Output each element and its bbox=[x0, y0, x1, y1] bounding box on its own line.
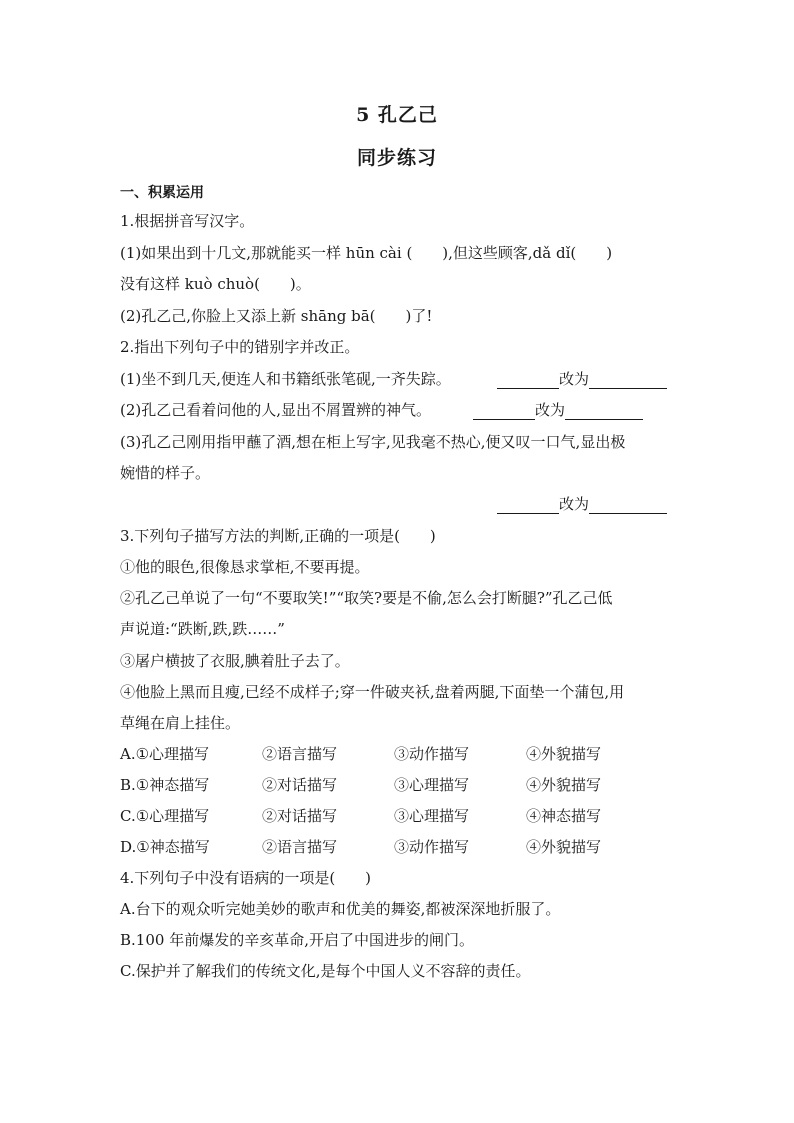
question-2-line-2: (2)孔乙己看着问他的人,显出不屑置辨的神气。 bbox=[120, 401, 432, 419]
change-label: 改为 bbox=[559, 370, 590, 388]
question-3-line-6: 草绳在肩上挂住。 bbox=[120, 714, 241, 732]
question-1-line-1: (1)如果出到十几文,那就能买一样 hūn cài ( ),但这些顾客,dǎ dǐ( ) bbox=[120, 244, 613, 262]
question-3-line-4: ③屠户横披了衣服,腆着肚子去了。 bbox=[120, 652, 350, 670]
option-d-2: ②语言描写 bbox=[262, 838, 338, 856]
correct-char-blank[interactable] bbox=[565, 404, 643, 420]
change-label: 改为 bbox=[535, 401, 566, 419]
question-3-line-2: ②孔乙己单说了一句“不要取笑!”“取笑?要是不偷,怎么会打断腿?”孔乙己低 bbox=[120, 589, 613, 607]
question-2-stem: 2.指出下列句子中的错别字并改正。 bbox=[120, 338, 360, 356]
option-c-4: ④神态描写 bbox=[526, 807, 602, 825]
correct-char-blank[interactable] bbox=[589, 498, 667, 514]
option-b-3: ③心理描写 bbox=[394, 776, 470, 794]
option-c-3: ③心理描写 bbox=[394, 807, 470, 825]
option-c-2: ②对话描写 bbox=[262, 807, 338, 825]
question-3-line-3: 声说道:“跌断,跌,跌……” bbox=[120, 620, 285, 638]
wrong-char-blank[interactable] bbox=[497, 498, 559, 514]
question-4-option-a: A.台下的观众听完她美妙的歌声和优美的舞姿,都被深深地折服了。 bbox=[120, 900, 561, 918]
page-subtitle: 同步练习 bbox=[356, 147, 437, 169]
question-2-line-3: (3)孔乙己刚用指甲蘸了酒,想在柜上写字,见我毫不热心,便又叹一口气,显出极 bbox=[120, 433, 626, 451]
option-a-4: ④外貌描写 bbox=[526, 745, 602, 763]
option-d-3: ③动作描写 bbox=[394, 838, 470, 856]
answer-blank-2[interactable] bbox=[473, 399, 643, 420]
question-3-line-5: ④他脸上黑而且瘦,已经不成样子;穿一件破夹袄,盘着两腿,下面垫一个蒲包,用 bbox=[120, 683, 625, 701]
question-3-line-1: ①他的眼色,很像恳求掌柜,不要再提。 bbox=[120, 558, 370, 576]
page-title: 5 孔乙己 bbox=[356, 104, 438, 126]
option-a-3: ③动作描写 bbox=[394, 745, 470, 763]
wrong-char-blank[interactable] bbox=[497, 373, 559, 389]
question-3-stem: 3.下列句子描写方法的判断,正确的一项是( ) bbox=[120, 527, 436, 545]
answer-blank-1[interactable] bbox=[497, 368, 667, 389]
wrong-char-blank[interactable] bbox=[473, 404, 535, 420]
option-b-2: ②对话描写 bbox=[262, 776, 338, 794]
option-d-4: ④外貌描写 bbox=[526, 838, 602, 856]
option-a-2: ②语言描写 bbox=[262, 745, 338, 763]
question-4-option-c: C.保护并了解我们的传统文化,是每个中国人义不容辞的责任。 bbox=[120, 962, 531, 980]
option-d-1: D.①神态描写 bbox=[120, 838, 210, 856]
option-c-1: C.①心理描写 bbox=[120, 807, 210, 825]
question-4-stem: 4.下列句子中没有语病的一项是( ) bbox=[120, 869, 372, 887]
question-2-line-1: (1)坐不到几天,便连人和书籍纸张笔砚,一齐失踪。 bbox=[120, 370, 451, 388]
section-heading: 一、积累运用 bbox=[120, 185, 204, 201]
option-a-1: A.①心理描写 bbox=[120, 745, 210, 763]
question-2-line-4: 婉惜的样子。 bbox=[120, 464, 211, 482]
change-label: 改为 bbox=[559, 495, 590, 513]
question-1-stem: 1.根据拼音写汉字。 bbox=[120, 212, 255, 230]
question-1-line-2: 没有这样 kuò chuò( )。 bbox=[120, 275, 311, 293]
correct-char-blank[interactable] bbox=[589, 373, 667, 389]
answer-blank-3[interactable] bbox=[497, 493, 667, 514]
question-4-option-b: B.100 年前爆发的辛亥革命,开启了中国进步的闸门。 bbox=[120, 931, 474, 949]
option-b-1: B.①神态描写 bbox=[120, 776, 210, 794]
option-b-4: ④外貌描写 bbox=[526, 776, 602, 794]
question-1-line-3: (2)孔乙己,你脸上又添上新 shāng bā( )了! bbox=[120, 307, 433, 325]
